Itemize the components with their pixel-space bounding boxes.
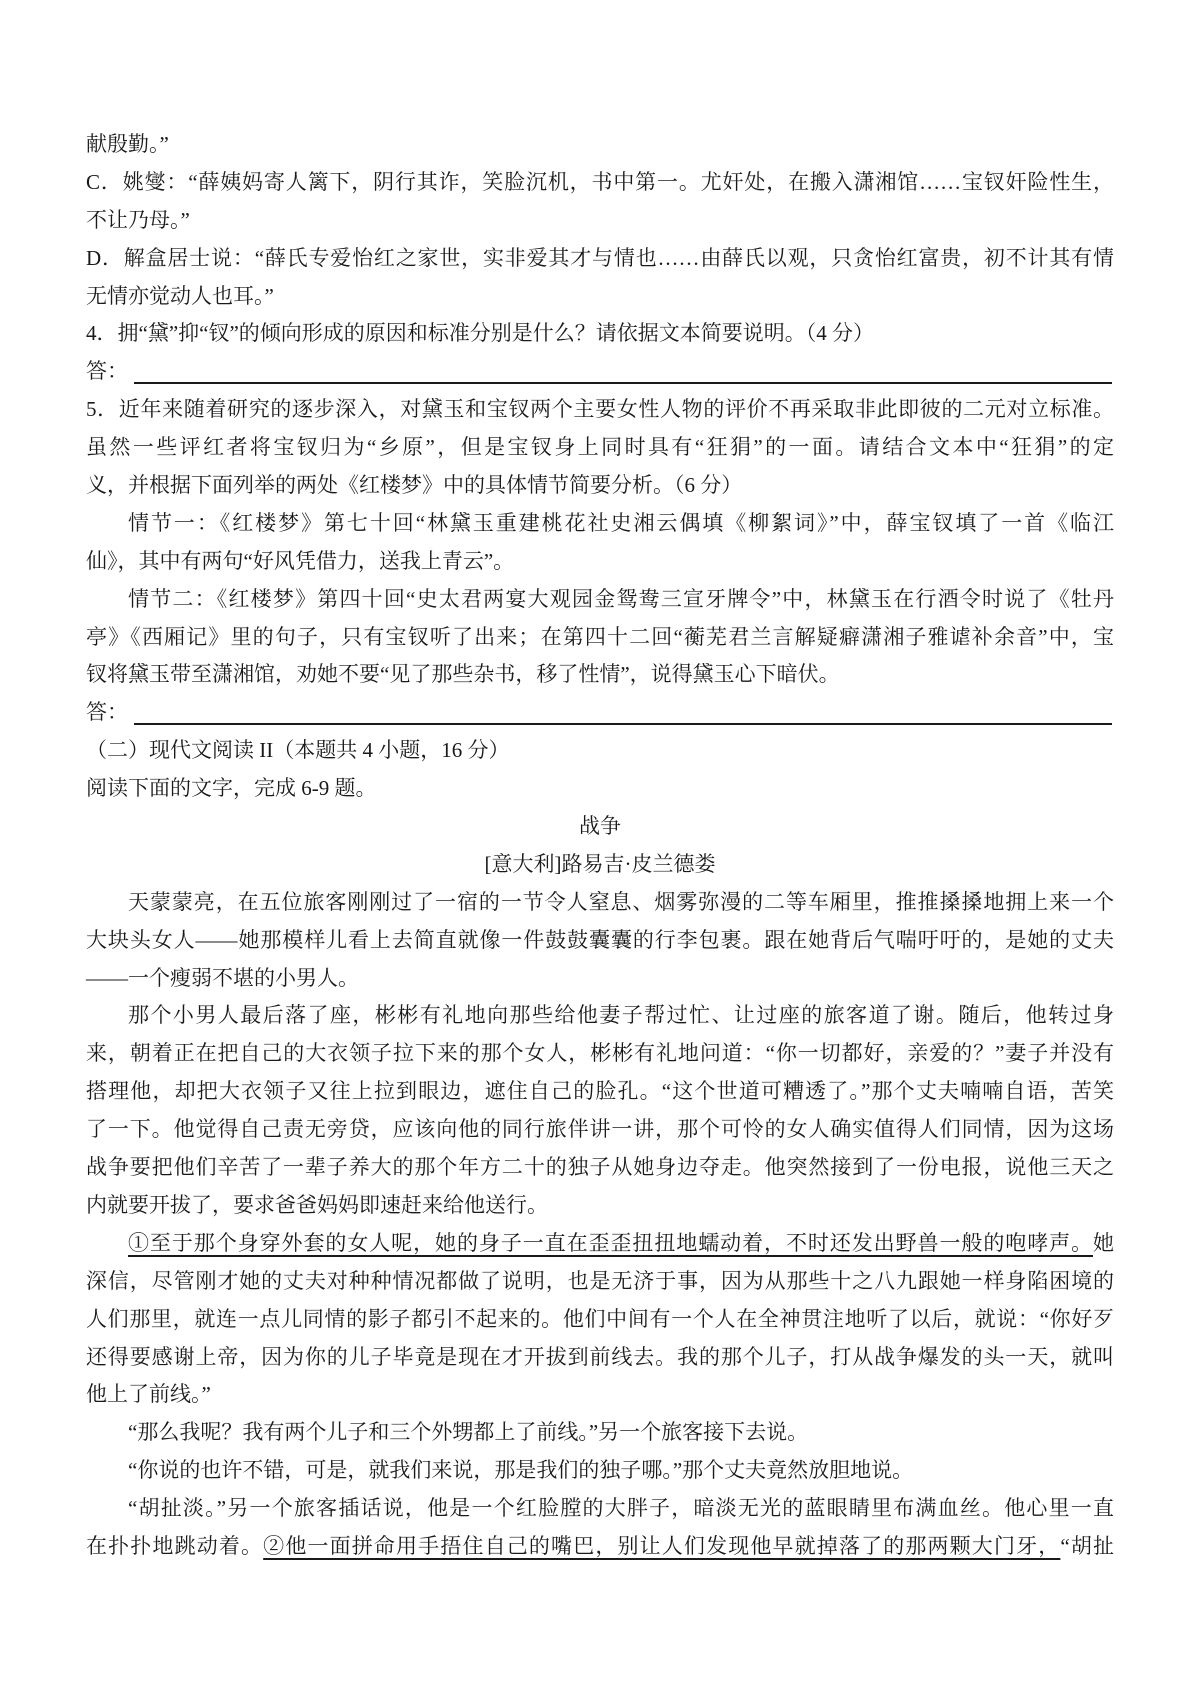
- story-para-2-line-2-text: 来，朝着正在把自己的大衣领子拉下来的那个女人，彬彬有礼地问道：“你一切都好，亲爱的？”妻子并没有: [86, 1041, 1114, 1066]
- story-para-6-line-1: [86, 1490, 1114, 1528]
- story-para-2-line-5: [86, 1149, 1114, 1187]
- question-5-line-2-text: 虽然一些评红者将宝钗归为“乡原”，但是宝钗身上同时具有“狂狷”的一面。请结合文本中“狂狷”的定: [86, 435, 1114, 460]
- question-5-line-3: [86, 467, 1114, 505]
- story-para-2-line-4: [86, 1111, 1114, 1149]
- story-title-text: 战争: [579, 814, 621, 839]
- option-d-line-1-text: D．解盒居士说：“薛氏专爱怡红之家世，实非爱其才与情也……由薛氏以观，只贪怡红富贵，初不计其有情: [86, 245, 1114, 270]
- story-para-4-line-1-text: “那么我呢？我有两个儿子和三个外甥都上了前线。”另一个旅客接下去说。: [128, 1420, 809, 1445]
- story-para-3-line-4: [86, 1339, 1114, 1377]
- option-c-line-1: [86, 164, 1114, 202]
- story-para-1-line-3-text: ——一个瘦弱不堪的小男人。: [86, 965, 359, 990]
- option-d-line-1: [86, 240, 1114, 278]
- option-c-line-1-text: C．姚燮：“薛姨妈寄人篱下，阴行其诈，笑脸沉机，书中第一。尤奸处，在搬入潇湘馆……宝钗奸险性生，: [86, 169, 1114, 194]
- plot-2-line-3: [86, 656, 1114, 694]
- reading-instruction-text: 阅读下面的文字，完成 6-9 题。: [86, 776, 377, 801]
- story-para-3-line-2: [86, 1263, 1114, 1301]
- option-c-line-2-text: 不让乃母。”: [86, 207, 190, 232]
- story-para-5-line-1: [86, 1452, 1114, 1490]
- story-para-2-line-1: [86, 997, 1114, 1035]
- question-5-line-1-text: 5．近年来随着研究的逐步深入，对黛玉和宝钗两个主要女性人物的评价不再采取非此即彼的二元对立标准。: [86, 397, 1114, 422]
- plot-1-line-2: [86, 543, 1114, 581]
- option-b-tail-text: 献殷勤。”: [86, 132, 169, 156]
- story-para-1-line-3: [86, 960, 1114, 998]
- answer-blank-line: [134, 694, 1112, 725]
- option-d-line-2-text: 无情亦觉动人也耳。”: [86, 283, 274, 308]
- story-para-6-line-2-text: “胡扯: [1060, 1533, 1115, 1558]
- section-2-heading: [86, 732, 1114, 770]
- plot-2-line-1: [86, 581, 1114, 619]
- story-para-1-line-2-text: 大块头女人——她那模样儿看上去简直就像一件鼓鼓囊囊的行李包裹。跟在她背后气喘吁吁的，是她的丈夫: [86, 927, 1114, 952]
- reading-instruction: [86, 770, 1114, 808]
- story-para-3-line-5-text: 他上了前线。”: [86, 1382, 211, 1407]
- question-5-line-2: [86, 429, 1114, 467]
- question-5-line-1: [86, 391, 1114, 429]
- answer-4-text: 答：: [86, 359, 128, 384]
- story-author: [86, 846, 1114, 884]
- story-para-1-line-1-text: 天蒙蒙亮，在五位旅客刚刚过了一宿的一节令人窒息、烟雾弥漫的二等车厢里，推推搡搡地拥上来一个: [128, 889, 1114, 914]
- answer-4: [86, 353, 1114, 391]
- story-para-3-line-2-text: 深信，尽管刚才她的丈夫对种种情况都做了说明，也是无济于事，因为从那些十之八九跟她一样身陷困境的: [86, 1268, 1114, 1293]
- option-c-line-2: [86, 202, 1114, 240]
- plot-1-line-1: [86, 505, 1114, 543]
- story-para-5-line-1-text: “你说的也许不错，可是，就我们来说，那是我们的独子哪。”那个丈夫竟然放胆地说。: [128, 1458, 914, 1483]
- story-para-3-line-1-text: 她: [1093, 1230, 1114, 1255]
- story-para-3-line-1: [86, 1225, 1114, 1263]
- answer-blank-line: [134, 353, 1112, 384]
- story-para-1-line-1: [86, 884, 1114, 922]
- question-4-text: 4．拥“黛”抑“钗”的倾向形成的原因和标准分别是什么？请依据文本简要说明。（4 分）: [86, 321, 875, 346]
- story-title: [86, 808, 1114, 846]
- plot-1-line-1-text: 情节一：《红楼梦》第七十回“林黛玉重建桃花社史湘云偶填《柳絮词》”中，薛宝钗填了一首《临江: [128, 510, 1114, 535]
- plot-2-line-2: [86, 619, 1114, 657]
- story-para-2-line-3: [86, 1073, 1114, 1111]
- story-para-2-line-3-text: 搭理他，却把大衣领子又往上拉到眼边，遮住自己的脸孔。“这个世道可糟透了。”那个丈夫喃喃自语，苦笑: [86, 1079, 1114, 1104]
- question-4: [86, 315, 1114, 353]
- story-para-2-line-1-text: 那个小男人最后落了座，彬彬有礼地向那些给他妻子帮过忙、让过座的旅客道了谢。随后，他转过身: [128, 1003, 1114, 1028]
- story-para-3-line-3: [86, 1301, 1114, 1339]
- section-2-heading-text: （二）现代文阅读 II（本题共 4 小题，16 分）: [86, 738, 510, 763]
- story-para-2-line-4-text: 了一下。他觉得自己责无旁贷，应该向他的同行旅伴讲一讲，那个可怜的女人确实值得人们同情，因为这场: [86, 1117, 1114, 1142]
- plot-1-line-2-text: 仙》，其中有两句“好风凭借力，送我上青云”。: [86, 548, 515, 573]
- story-para-4-line-1: [86, 1414, 1114, 1452]
- option-b-tail: [86, 126, 1114, 164]
- answer-5: [86, 694, 1114, 732]
- plot-2-line-1-text: 情节二：《红楼梦》第四十回“史太君两宴大观园金鸳鸯三宣牙牌令”中，林黛玉在行酒令时说了《牡丹: [128, 586, 1114, 611]
- story-para-6-line-2-text: 在扑扑地跳动着。: [86, 1533, 264, 1558]
- story-para-2-line-2: [86, 1035, 1114, 1073]
- story-para-2-line-6-text: 内就要开拔了，要求爸爸妈妈即速赶来给他送行。: [86, 1192, 548, 1217]
- story-para-6-line-2: [86, 1528, 1114, 1566]
- story-para-6-line-1-text: “胡扯淡。”另一个旅客插话说，他是一个红脸膛的大胖子，暗淡无光的蓝眼睛里布满血丝。他心里一直: [128, 1496, 1114, 1521]
- story-para-2-line-5-text: 战争要把他们辛苦了一辈子养大的那个年方二十的独子从她身边夺走。他突然接到了一份电报，说他三天之: [86, 1155, 1114, 1180]
- story-para-1-line-2: [86, 922, 1114, 960]
- story-para-3-line-3-text: 人们那里，就连一点儿同情的影子都引不起来的。他们中间有一个人在全神贯注地听了以后，就说：“你好歹: [86, 1306, 1114, 1331]
- story-para-3-line-1-underlined-segment: ①至于那个身穿外套的女人呢，她的身子一直在歪歪扭扭地蠕动着，不时还发出野兽一般的咆哮声。: [128, 1230, 1093, 1255]
- story-author-text: [意大利]路易吉·皮兰德娄: [484, 851, 716, 876]
- plot-2-line-2-text: 亭》《西厢记》里的句子，只有宝钗听了出来；在第四十二回“蘅芜君兰言解疑癖潇湘子雅谑补余音”中，宝: [86, 624, 1114, 649]
- story-para-2-line-6: [86, 1187, 1114, 1225]
- document-body: [86, 126, 1114, 1566]
- plot-2-line-3-text: 钗将黛玉带至潇湘馆，劝她不要“见了那些杂书，移了性情”，说得黛玉心下暗伏。: [86, 662, 840, 687]
- story-para-3-line-5: [86, 1376, 1114, 1414]
- story-para-3-line-4-text: 还得要感谢上帝，因为你的儿子毕竟是现在才开拔到前线去。我的那个儿子，打从战争爆发的头一天，就叫: [86, 1344, 1114, 1369]
- answer-5-text: 答：: [86, 700, 128, 725]
- option-d-line-2: [86, 278, 1114, 316]
- story-para-6-line-2-underlined-segment: ②他一面拼命用手捂住自己的嘴巴，别让人们发现他早就掉落了的那两颗大门牙，: [263, 1533, 1061, 1558]
- question-5-line-3-text: 义，并根据下面列举的两处《红楼梦》中的具体情节简要分析。（6 分）: [86, 473, 743, 498]
